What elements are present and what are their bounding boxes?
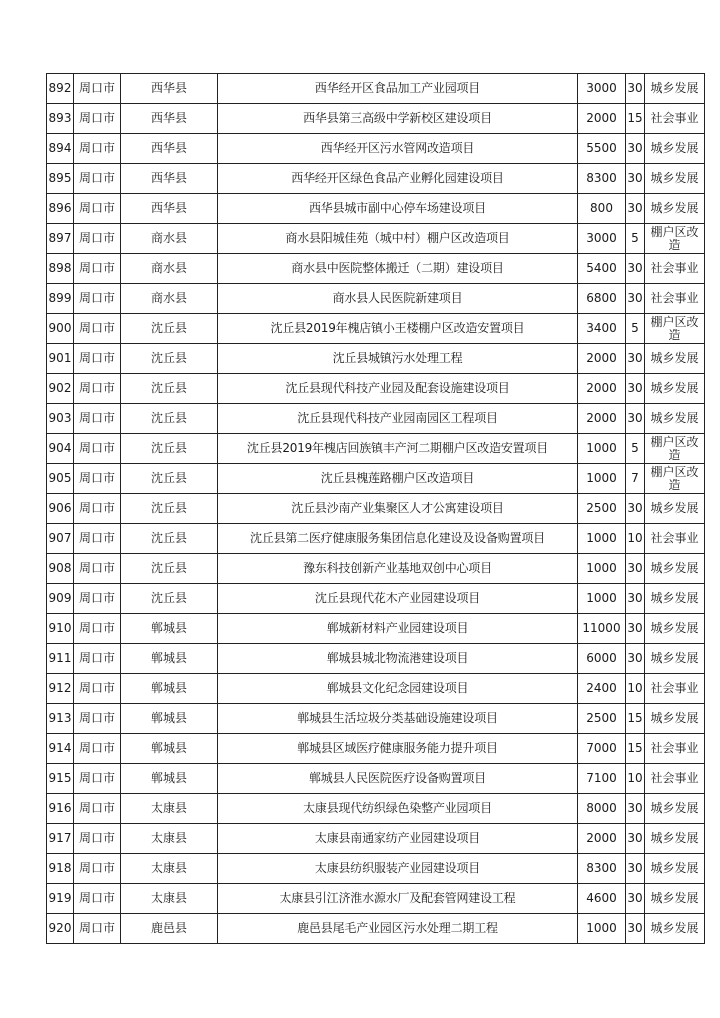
county-cell: 西华县: [121, 74, 218, 104]
city-cell: 周口市: [74, 674, 121, 704]
category-cell: 城乡发展: [645, 164, 705, 194]
table-row: [47, 164, 705, 194]
term-years-cell: 5: [626, 434, 645, 464]
row-number-cell: 917: [47, 824, 74, 854]
county-cell: 鹿邑县: [121, 914, 218, 944]
category-cell: 社会事业: [645, 284, 705, 314]
category-cell: 城乡发展: [645, 494, 705, 524]
county-cell: 郸城县: [121, 764, 218, 794]
term-years-cell: 30: [626, 614, 645, 644]
city-cell: 周口市: [74, 314, 121, 344]
city-cell: 周口市: [74, 164, 121, 194]
county-cell: 西华县: [121, 164, 218, 194]
county-cell: 沈丘县: [121, 344, 218, 374]
row-number-cell: 914: [47, 734, 74, 764]
amount-cell: 1000: [578, 914, 626, 944]
category-cell: 社会事业: [645, 524, 705, 554]
term-years-cell: 30: [626, 794, 645, 824]
project-name-cell: 商水县中医院整体搬迁（二期）建设项目: [218, 254, 578, 284]
row-number-cell: 910: [47, 614, 74, 644]
term-years-cell: 30: [626, 824, 645, 854]
row-number-cell: 912: [47, 674, 74, 704]
row-number-cell: 894: [47, 134, 74, 164]
table-row: [47, 854, 705, 884]
city-cell: 周口市: [74, 104, 121, 134]
county-cell: 太康县: [121, 884, 218, 914]
table-row: [47, 104, 705, 134]
project-name-cell: 鹿邑县尾毛产业园区污水处理二期工程: [218, 914, 578, 944]
city-cell: 周口市: [74, 584, 121, 614]
project-name-cell: 太康县引江济淮水源水厂及配套管网建设工程: [218, 884, 578, 914]
category-cell: 城乡发展: [645, 374, 705, 404]
row-number-cell: 903: [47, 404, 74, 434]
term-years-cell: 30: [626, 74, 645, 104]
project-name-cell: 沈丘县2019年槐店回族镇丰产河二期棚户区改造安置项目: [218, 434, 578, 464]
city-cell: 周口市: [74, 224, 121, 254]
category-cell: 城乡发展: [645, 704, 705, 734]
amount-cell: 800: [578, 194, 626, 224]
term-years-cell: 10: [626, 764, 645, 794]
county-cell: 郸城县: [121, 704, 218, 734]
category-cell: 棚户区改造: [645, 464, 705, 494]
county-cell: 沈丘县: [121, 464, 218, 494]
county-cell: 沈丘县: [121, 584, 218, 614]
county-cell: 西华县: [121, 134, 218, 164]
city-cell: 周口市: [74, 434, 121, 464]
county-cell: 商水县: [121, 284, 218, 314]
city-cell: 周口市: [74, 614, 121, 644]
term-years-cell: 5: [626, 224, 645, 254]
table-row: [47, 134, 705, 164]
project-name-cell: 郸城县生活垃圾分类基础设施建设项目: [218, 704, 578, 734]
term-years-cell: 30: [626, 884, 645, 914]
term-years-cell: 30: [626, 134, 645, 164]
county-cell: 郸城县: [121, 614, 218, 644]
project-name-cell: 沈丘县现代科技产业园南园区工程项目: [218, 404, 578, 434]
project-name-cell: 郸城新材料产业园建设项目: [218, 614, 578, 644]
amount-cell: 1000: [578, 464, 626, 494]
amount-cell: 1000: [578, 584, 626, 614]
table-row: [47, 584, 705, 614]
amount-cell: 5500: [578, 134, 626, 164]
row-number-cell: 901: [47, 344, 74, 374]
category-cell: 社会事业: [645, 674, 705, 704]
project-name-cell: 沈丘县城镇污水处理工程: [218, 344, 578, 374]
term-years-cell: 30: [626, 554, 645, 584]
category-cell: 城乡发展: [645, 884, 705, 914]
amount-cell: 4600: [578, 884, 626, 914]
project-name-cell: 郸城县人民医院医疗设备购置项目: [218, 764, 578, 794]
amount-cell: 11000: [578, 614, 626, 644]
table-row: [47, 314, 705, 344]
category-cell: 城乡发展: [645, 644, 705, 674]
project-name-cell: 沈丘县现代科技产业园及配套设施建设项目: [218, 374, 578, 404]
table-row: [47, 644, 705, 674]
project-name-cell: 西华经开区污水管网改造项目: [218, 134, 578, 164]
term-years-cell: 30: [626, 494, 645, 524]
table-row: [47, 704, 705, 734]
category-cell: 城乡发展: [645, 554, 705, 584]
city-cell: 周口市: [74, 524, 121, 554]
table-row: [47, 734, 705, 764]
row-number-cell: 907: [47, 524, 74, 554]
row-number-cell: 919: [47, 884, 74, 914]
amount-cell: 3000: [578, 224, 626, 254]
term-years-cell: 30: [626, 194, 645, 224]
city-cell: 周口市: [74, 494, 121, 524]
category-cell: 城乡发展: [645, 344, 705, 374]
row-number-cell: 913: [47, 704, 74, 734]
county-cell: 沈丘县: [121, 404, 218, 434]
project-name-cell: 郸城县区域医疗健康服务能力提升项目: [218, 734, 578, 764]
amount-cell: 2000: [578, 374, 626, 404]
term-years-cell: 30: [626, 914, 645, 944]
row-number-cell: 908: [47, 554, 74, 584]
table-row: [47, 824, 705, 854]
table-row: [47, 524, 705, 554]
project-name-cell: 豫东科技创新产业基地双创中心项目: [218, 554, 578, 584]
table-row: [47, 344, 705, 374]
row-number-cell: 893: [47, 104, 74, 134]
city-cell: 周口市: [74, 194, 121, 224]
amount-cell: 5400: [578, 254, 626, 284]
term-years-cell: 5: [626, 314, 645, 344]
county-cell: 太康县: [121, 854, 218, 884]
county-cell: 沈丘县: [121, 524, 218, 554]
project-name-cell: 商水县阳城佳苑（城中村）棚户区改造项目: [218, 224, 578, 254]
row-number-cell: 909: [47, 584, 74, 614]
term-years-cell: 7: [626, 464, 645, 494]
amount-cell: 8300: [578, 854, 626, 884]
row-number-cell: 918: [47, 854, 74, 884]
table-row: [47, 224, 705, 254]
city-cell: 周口市: [74, 884, 121, 914]
category-cell: 社会事业: [645, 734, 705, 764]
category-cell: 城乡发展: [645, 74, 705, 104]
table-row: [47, 554, 705, 584]
row-number-cell: 900: [47, 314, 74, 344]
table-row: [47, 884, 705, 914]
amount-cell: 7000: [578, 734, 626, 764]
county-cell: 沈丘县: [121, 494, 218, 524]
city-cell: 周口市: [74, 854, 121, 884]
project-name-cell: 郸城县文化纪念园建设项目: [218, 674, 578, 704]
county-cell: 西华县: [121, 104, 218, 134]
term-years-cell: 30: [626, 584, 645, 614]
project-name-cell: 商水县人民医院新建项目: [218, 284, 578, 314]
table-row: [47, 254, 705, 284]
table-row: [47, 374, 705, 404]
amount-cell: 2000: [578, 404, 626, 434]
county-cell: 太康县: [121, 824, 218, 854]
term-years-cell: 30: [626, 404, 645, 434]
city-cell: 周口市: [74, 764, 121, 794]
city-cell: 周口市: [74, 464, 121, 494]
project-name-cell: 太康县现代纺织绿色染整产业园项目: [218, 794, 578, 824]
county-cell: 商水县: [121, 254, 218, 284]
row-number-cell: 897: [47, 224, 74, 254]
term-years-cell: 10: [626, 674, 645, 704]
county-cell: 沈丘县: [121, 554, 218, 584]
category-cell: 社会事业: [645, 254, 705, 284]
amount-cell: 3000: [578, 74, 626, 104]
county-cell: 太康县: [121, 794, 218, 824]
city-cell: 周口市: [74, 374, 121, 404]
county-cell: 郸城县: [121, 734, 218, 764]
project-name-cell: 沈丘县槐莲路棚户区改造项目: [218, 464, 578, 494]
city-cell: 周口市: [74, 74, 121, 104]
category-cell: 城乡发展: [645, 404, 705, 434]
category-cell: 城乡发展: [645, 794, 705, 824]
table-row: [47, 764, 705, 794]
row-number-cell: 905: [47, 464, 74, 494]
term-years-cell: 30: [626, 374, 645, 404]
county-cell: 西华县: [121, 194, 218, 224]
city-cell: 周口市: [74, 704, 121, 734]
row-number-cell: 895: [47, 164, 74, 194]
city-cell: 周口市: [74, 284, 121, 314]
term-years-cell: 30: [626, 284, 645, 314]
project-name-cell: 西华县城市副中心停车场建设项目: [218, 194, 578, 224]
term-years-cell: 30: [626, 164, 645, 194]
city-cell: 周口市: [74, 794, 121, 824]
table-row: [47, 464, 705, 494]
term-years-cell: 30: [626, 854, 645, 884]
table-row: [47, 914, 705, 944]
category-cell: 棚户区改造: [645, 434, 705, 464]
row-number-cell: 898: [47, 254, 74, 284]
amount-cell: 2000: [578, 104, 626, 134]
county-cell: 郸城县: [121, 644, 218, 674]
table-row: [47, 674, 705, 704]
county-cell: 商水县: [121, 224, 218, 254]
category-cell: 城乡发展: [645, 914, 705, 944]
category-cell: 城乡发展: [645, 584, 705, 614]
row-number-cell: 904: [47, 434, 74, 464]
row-number-cell: 906: [47, 494, 74, 524]
project-name-cell: 沈丘县沙南产业集聚区人才公寓建设项目: [218, 494, 578, 524]
row-number-cell: 896: [47, 194, 74, 224]
term-years-cell: 15: [626, 704, 645, 734]
project-name-cell: 沈丘县第二医疗健康服务集团信息化建设及设备购置项目: [218, 524, 578, 554]
row-number-cell: 899: [47, 284, 74, 314]
project-name-cell: 西华经开区食品加工产业园项目: [218, 74, 578, 104]
amount-cell: 2500: [578, 494, 626, 524]
amount-cell: 7100: [578, 764, 626, 794]
category-cell: 城乡发展: [645, 854, 705, 884]
term-years-cell: 10: [626, 524, 645, 554]
city-cell: 周口市: [74, 254, 121, 284]
row-number-cell: 892: [47, 74, 74, 104]
project-name-cell: 沈丘县2019年槐店镇小王楼棚户区改造安置项目: [218, 314, 578, 344]
term-years-cell: 30: [626, 254, 645, 284]
term-years-cell: 30: [626, 344, 645, 374]
amount-cell: 6000: [578, 644, 626, 674]
row-number-cell: 911: [47, 644, 74, 674]
table-body: [47, 74, 705, 944]
amount-cell: 1000: [578, 434, 626, 464]
category-cell: 社会事业: [645, 764, 705, 794]
city-cell: 周口市: [74, 554, 121, 584]
category-cell: 城乡发展: [645, 194, 705, 224]
city-cell: 周口市: [74, 914, 121, 944]
county-cell: 沈丘县: [121, 434, 218, 464]
table-row: [47, 284, 705, 314]
category-cell: 棚户区改造: [645, 314, 705, 344]
county-cell: 沈丘县: [121, 314, 218, 344]
city-cell: 周口市: [74, 644, 121, 674]
table-row: [47, 404, 705, 434]
project-name-cell: 西华县第三高级中学新校区建设项目: [218, 104, 578, 134]
county-cell: 郸城县: [121, 674, 218, 704]
amount-cell: 2500: [578, 704, 626, 734]
category-cell: 城乡发展: [645, 824, 705, 854]
amount-cell: 1000: [578, 524, 626, 554]
row-number-cell: 915: [47, 764, 74, 794]
project-name-cell: 太康县南通家纺产业园建设项目: [218, 824, 578, 854]
city-cell: 周口市: [74, 344, 121, 374]
amount-cell: 2000: [578, 344, 626, 374]
category-cell: 棚户区改造: [645, 224, 705, 254]
row-number-cell: 902: [47, 374, 74, 404]
project-name-cell: 沈丘县现代花木产业园建设项目: [218, 584, 578, 614]
amount-cell: 8300: [578, 164, 626, 194]
city-cell: 周口市: [74, 734, 121, 764]
amount-cell: 8000: [578, 794, 626, 824]
amount-cell: 2400: [578, 674, 626, 704]
city-cell: 周口市: [74, 134, 121, 164]
county-cell: 沈丘县: [121, 374, 218, 404]
project-table: [46, 73, 705, 944]
amount-cell: 2000: [578, 824, 626, 854]
term-years-cell: 15: [626, 734, 645, 764]
term-years-cell: 30: [626, 644, 645, 674]
table-row: [47, 794, 705, 824]
project-table-sheet: [46, 73, 699, 944]
row-number-cell: 916: [47, 794, 74, 824]
amount-cell: 1000: [578, 554, 626, 584]
term-years-cell: 15: [626, 104, 645, 134]
table-row: [47, 494, 705, 524]
category-cell: 城乡发展: [645, 134, 705, 164]
amount-cell: 6800: [578, 284, 626, 314]
table-row: [47, 74, 705, 104]
row-number-cell: 920: [47, 914, 74, 944]
project-name-cell: 郸城县城北物流港建设项目: [218, 644, 578, 674]
table-row: [47, 614, 705, 644]
table-row: [47, 434, 705, 464]
category-cell: 城乡发展: [645, 614, 705, 644]
city-cell: 周口市: [74, 824, 121, 854]
project-name-cell: 太康县纺织服装产业园建设项目: [218, 854, 578, 884]
category-cell: 社会事业: [645, 104, 705, 134]
city-cell: 周口市: [74, 404, 121, 434]
project-name-cell: 西华经开区绿色食品产业孵化园建设项目: [218, 164, 578, 194]
table-row: [47, 194, 705, 224]
amount-cell: 3400: [578, 314, 626, 344]
